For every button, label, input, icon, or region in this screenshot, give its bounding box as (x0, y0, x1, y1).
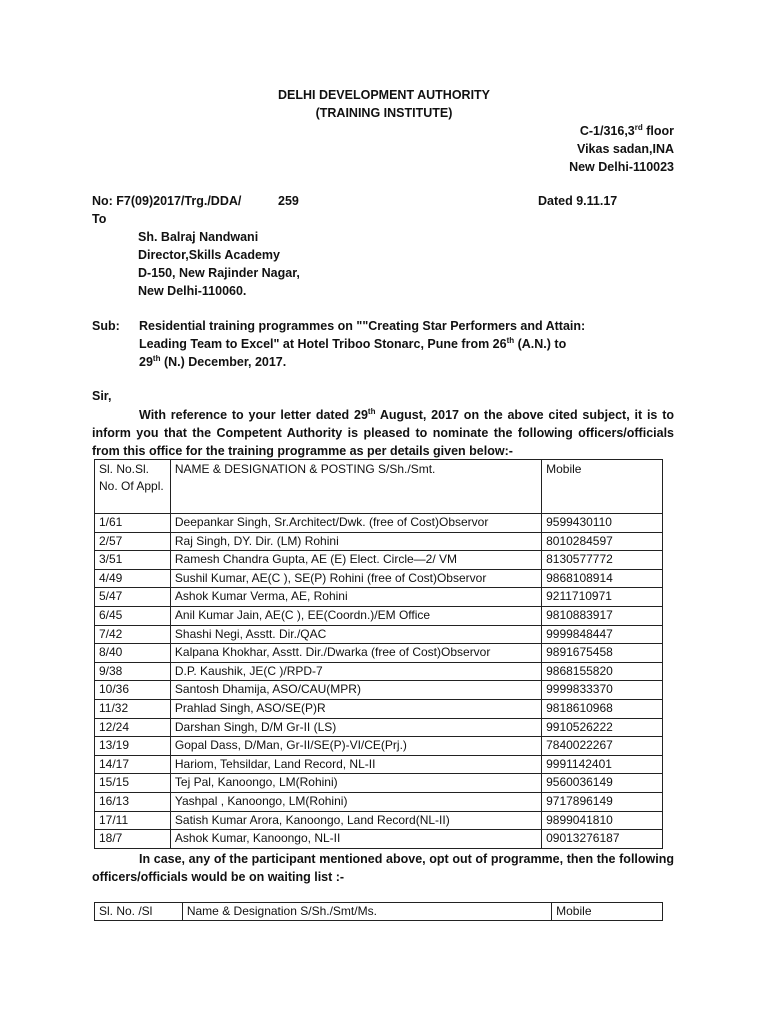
cell-name-designation: Santosh Dhamija, ASO/CAU(MPR) (170, 681, 541, 700)
cell-name-designation: Ashok Kumar, Kanoongo, NL-II (170, 830, 541, 849)
cell-sl-no: 6/45 (95, 606, 171, 625)
cell-name-designation: Ashok Kumar Verma, AE, Rohini (170, 588, 541, 607)
waiting-col-sl-no: Sl. No. /Sl (95, 903, 183, 921)
cell-name-designation: Tej Pal, Kanoongo, LM(Rohini) (170, 774, 541, 793)
cell-name-designation: Anil Kumar Jain, AE(C ), EE(Coordn.)/EM Office (170, 606, 541, 625)
recipient-address1: D-150, New Rajinder Nagar, (138, 266, 300, 280)
org-name: DELHI DEVELOPMENT AUTHORITY (277, 88, 491, 102)
cell-sl-no: 8/40 (95, 644, 171, 663)
cell-name-designation: Gopal Dass, D/Man, Gr-II/SE(P)-VI/CE(Prj.) (170, 737, 541, 756)
cell-name-designation: Sushil Kumar, AE(C ), SE(P) Rohini (free of Cost)Observor (170, 569, 541, 588)
cell-mobile: 9560036149 (542, 774, 663, 793)
table-row (95, 737, 663, 756)
cell-mobile: 09013276187 (542, 830, 663, 849)
cell-mobile: 9599430110 (542, 514, 663, 533)
table-row (95, 792, 663, 811)
recipient-address2: New Delhi-110060. (138, 284, 247, 298)
cell-name-designation: Deepankar Singh, Sr.Architect/Dwk. (free of Cost)Observor (170, 514, 541, 533)
body-paragraph-2: In case, any of the participant mentioned above, opt out of programme, then the following officers/officials would be on waiting list :- (92, 852, 674, 884)
table-row (95, 514, 663, 533)
table-row (95, 830, 663, 849)
table-row (95, 681, 663, 700)
cell-name-designation: Yashpal , Kanoongo, LM(Rohini) (170, 792, 541, 811)
ref-number: No: F7(09)2017/Trg./DDA/ (92, 194, 242, 208)
cell-name-designation: Ramesh Chandra Gupta, AE (E) Elect. Circle—2/ VM (170, 551, 541, 570)
table-row (95, 774, 663, 793)
cell-sl-no: 4/49 (95, 569, 171, 588)
table-row (95, 755, 663, 774)
table-row (95, 532, 663, 551)
salutation: Sir, (92, 389, 112, 403)
cell-sl-no: 10/36 (95, 681, 171, 700)
cell-name-designation: Kalpana Khokhar, Asstt. Dir./Dwarka (free of Cost)Observor (170, 644, 541, 663)
cell-sl-no: 1/61 (95, 514, 171, 533)
table-row (95, 625, 663, 644)
cell-mobile: 9910526222 (542, 718, 663, 737)
cell-sl-no: 7/42 (95, 625, 171, 644)
cell-mobile: 9999833370 (542, 681, 663, 700)
nominee-table-body (95, 514, 663, 849)
cell-mobile: 9999848447 (542, 625, 663, 644)
cell-sl-no: 2/57 (95, 532, 171, 551)
table-row (95, 606, 663, 625)
cell-mobile: 9899041810 (542, 811, 663, 830)
subject-line2: Leading Team to Excel" at Hotel Triboo Stonarc, Pune from 26th (A.N.) to (139, 335, 567, 351)
table-row (95, 569, 663, 588)
waiting-list-table (94, 902, 663, 921)
recipient-designation: Director,Skills Academy (138, 248, 280, 262)
cell-sl-no: 15/15 (95, 774, 171, 793)
body-paragraph-1: With reference to your letter dated 29th August, 2017 on the above cited subject, it is to inform you that the Competent Authority is pleased to nominate the following officers/officials from this office for the training programme as per details given below:- (92, 406, 675, 458)
institute-name: (TRAINING INSTITUTE) (315, 106, 453, 120)
cell-sl-no: 17/11 (95, 811, 171, 830)
table-row (95, 644, 663, 663)
cell-mobile: 8010284597 (542, 532, 663, 551)
subject-label: Sub: (92, 319, 120, 333)
cell-sl-no: 13/19 (95, 737, 171, 756)
subject-line1: Residential training programmes on ""Creating Star Performers and Attain: (139, 319, 586, 333)
table-row (95, 699, 663, 718)
cell-mobile: 9211710971 (542, 588, 663, 607)
cell-sl-no: 16/13 (95, 792, 171, 811)
address-line2: Vikas sadan,INA (576, 142, 674, 156)
cell-mobile: 7840022267 (542, 737, 663, 756)
cell-mobile: 9868155820 (542, 662, 663, 681)
col-header-sl-no: Sl. No.Sl. No. Of Appl. (95, 460, 171, 514)
cell-mobile: 9717896149 (542, 792, 663, 811)
cell-sl-no: 3/51 (95, 551, 171, 570)
recipient-name: Sh. Balraj Nandwani (138, 230, 259, 244)
dispatch-number: 259 (278, 194, 299, 208)
cell-name-designation: Shashi Negi, Asstt. Dir./QAC (170, 625, 541, 644)
table-row (95, 551, 663, 570)
cell-mobile: 9891675458 (542, 644, 663, 663)
cell-name-designation: Hariom, Tehsildar, Land Record, NL-II (170, 755, 541, 774)
cell-mobile: 9991142401 (542, 755, 663, 774)
cell-mobile: 9810883917 (542, 606, 663, 625)
cell-mobile: 8130577772 (542, 551, 663, 570)
table-row (95, 811, 663, 830)
cell-sl-no: 12/24 (95, 718, 171, 737)
cell-sl-no: 9/38 (95, 662, 171, 681)
cell-sl-no: 18/7 (95, 830, 171, 849)
table-row (95, 588, 663, 607)
cell-name-designation: Darshan Singh, D/M Gr-II (LS) (170, 718, 541, 737)
to-label: To (92, 212, 107, 226)
nominee-table-header (95, 460, 663, 514)
table-row (95, 662, 663, 681)
col-header-name: NAME & DESIGNATION & POSTING S/Sh./Smt. (170, 460, 541, 514)
cell-sl-no: 11/32 (95, 699, 171, 718)
waiting-table-header (95, 903, 663, 921)
table-row (95, 718, 663, 737)
subject-line3: 29th (N.) December, 2017. (139, 353, 287, 369)
cell-name-designation: Prahlad Singh, ASO/SE(P)R (170, 699, 541, 718)
cell-name-designation: D.P. Kaushik, JE(C )/RPD-7 (170, 662, 541, 681)
col-header-mobile: Mobile (542, 460, 663, 514)
cell-name-designation: Satish Kumar Arora, Kanoongo, Land Record(NL-II) (170, 811, 541, 830)
letter-date: Dated 9.11.17 (538, 194, 618, 208)
cell-sl-no: 5/47 (95, 588, 171, 607)
address-line3: New Delhi-110023 (569, 160, 674, 174)
waiting-col-name: Name & Designation S/Sh./Smt/Ms. (182, 903, 551, 921)
cell-name-designation: Raj Singh, DY. Dir. (LM) Rohini (170, 532, 541, 551)
waiting-col-mobile: Mobile (552, 903, 663, 921)
cell-mobile: 9868108914 (542, 569, 663, 588)
nominee-table (94, 459, 663, 849)
cell-sl-no: 14/17 (95, 755, 171, 774)
address-line1: C-1/316,3rd floor (579, 122, 674, 138)
cell-mobile: 9818610968 (542, 699, 663, 718)
